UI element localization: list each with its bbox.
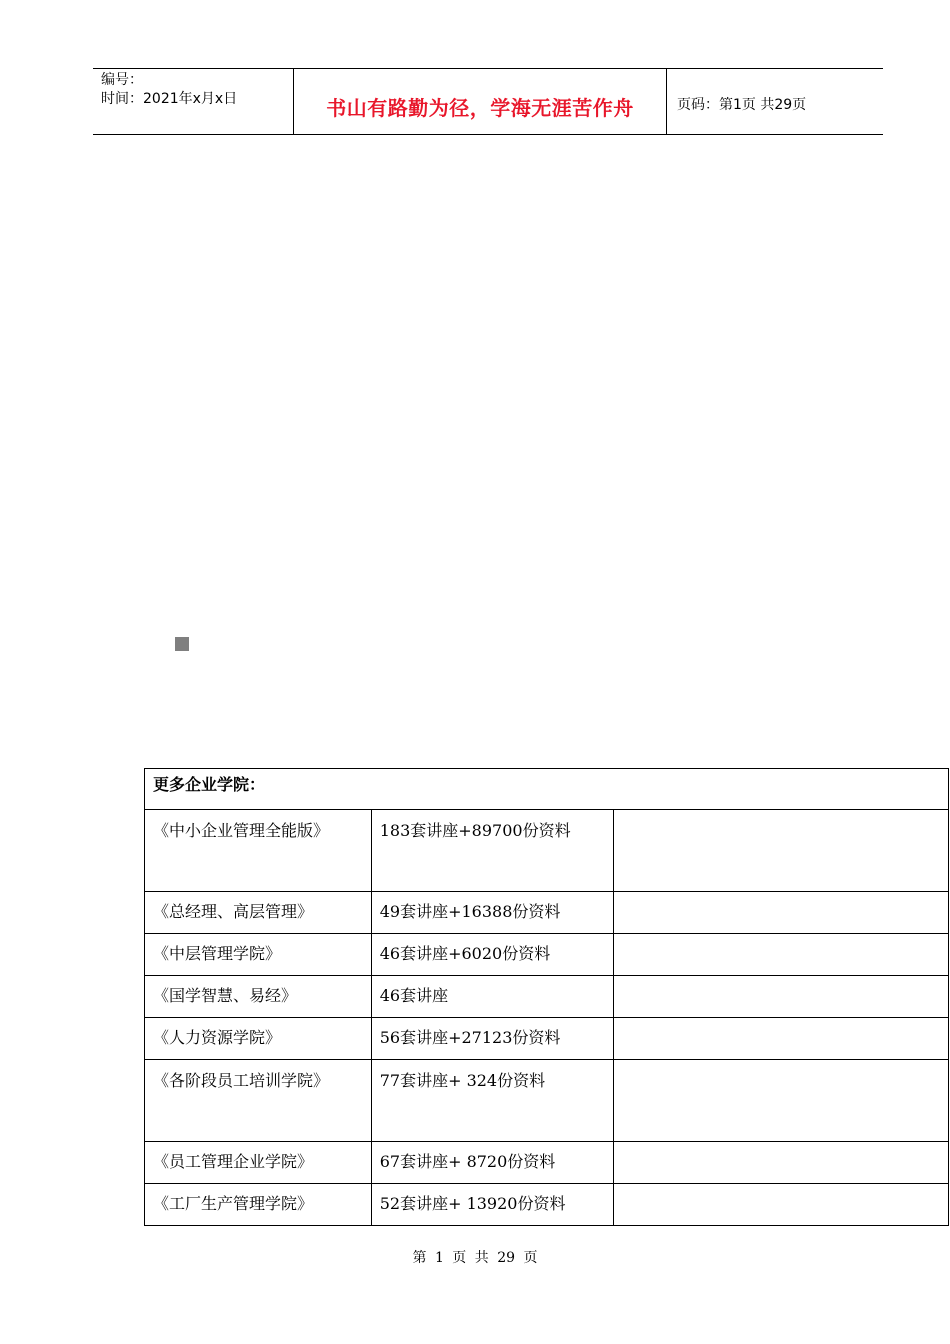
course-extra xyxy=(614,976,949,1018)
course-table xyxy=(144,768,949,1226)
course-detail: 46套讲座 xyxy=(371,976,614,1018)
table-row xyxy=(145,892,949,934)
course-name: 《国学智慧、易经》 xyxy=(145,976,372,1018)
course-name: 《工厂生产管理学院》 xyxy=(145,1184,372,1226)
table-row xyxy=(145,934,949,976)
motto-text: 书山有路勤为径，学海无涯苦作舟 xyxy=(326,96,634,120)
page-header xyxy=(93,68,883,135)
course-detail: 67套讲座+ 8720份资料 xyxy=(371,1142,614,1184)
square-bullet-icon xyxy=(175,637,189,651)
course-detail: 52套讲座+ 13920份资料 xyxy=(371,1184,614,1226)
table-row xyxy=(145,1142,949,1184)
number-label: 编号： xyxy=(101,72,143,88)
course-detail: 77套讲座+ 324份资料 xyxy=(371,1060,614,1142)
course-extra xyxy=(614,892,949,934)
table-row xyxy=(145,976,949,1018)
page-footer: 第 1 页 共 29 页 xyxy=(412,1250,538,1266)
course-detail: 49套讲座+16388份资料 xyxy=(371,892,614,934)
header-motto-cell xyxy=(294,69,667,134)
table-row xyxy=(145,810,949,892)
table-row xyxy=(145,1060,949,1142)
course-name: 《中层管理学院》 xyxy=(145,934,372,976)
course-name: 《总经理、高层管理》 xyxy=(145,892,372,934)
course-name: 《人力资源学院》 xyxy=(145,1018,372,1060)
table-title: 更多企业学院： xyxy=(145,769,949,810)
course-detail: 46套讲座+6020份资料 xyxy=(371,934,614,976)
course-extra xyxy=(614,1184,949,1226)
table-row xyxy=(145,1018,949,1060)
course-extra xyxy=(614,1142,949,1184)
time-label: 时间：2021年x月x日 xyxy=(101,91,238,107)
course-name: 《员工管理企业学院》 xyxy=(145,1142,372,1184)
header-meta-cell xyxy=(93,69,294,134)
course-name: 《各阶段员工培训学院》 xyxy=(145,1060,372,1142)
course-detail: 183套讲座+89700份资料 xyxy=(371,810,614,892)
course-extra xyxy=(614,934,949,976)
course-detail: 56套讲座+27123份资料 xyxy=(371,1018,614,1060)
course-extra xyxy=(614,1060,949,1142)
table-row xyxy=(145,1184,949,1226)
course-extra xyxy=(614,810,949,892)
course-extra xyxy=(614,1018,949,1060)
course-name: 《中小企业管理全能版》 xyxy=(145,810,372,892)
header-page-info: 页码：第1页 共29页 xyxy=(677,97,807,113)
